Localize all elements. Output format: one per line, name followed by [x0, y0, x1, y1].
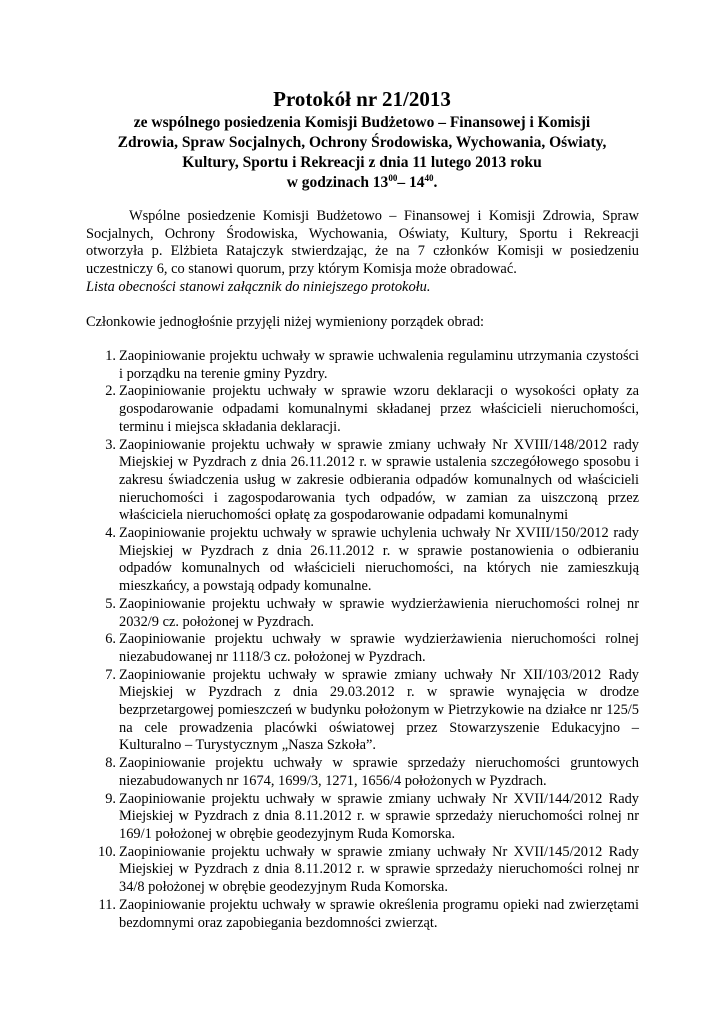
agenda-item — [86, 525, 639, 596]
time-start-minutes: 00 — [388, 172, 398, 183]
agenda-item — [86, 897, 639, 932]
time-suffix: . — [433, 174, 438, 191]
agenda-item-number: 9. — [105, 790, 116, 807]
agenda-item-text: Zaopiniowanie projektu uchwały w sprawie wzoru deklaracji o wysokości opłaty za gospodarowanie odpadami komunalnymi składanej przez właścicieli nieruchomości, terminu i miejsca składania deklaracji. — [119, 383, 639, 435]
agenda-item-text: Zaopiniowanie projektu uchwały w sprawie wydzierżawienia nieruchomości rolnej nr 2032/9 cz. położonej w Pyzdrach. — [119, 595, 639, 630]
document-subtitle — [80, 113, 644, 193]
agenda-item — [86, 437, 639, 526]
agenda-item-text: Zaopiniowanie projektu uchwały w sprawie zmiany uchwały Nr XII/103/2012 Rady Miejskiej w Pyzdrach z dnia 29.03.2012 r. w sprawie wynajęcia w drodze bezprzetargowej pomieszczeń w budynku położonym w Pietrzykowie na działce nr 125/5 na cele prowadzenia placówki oświatowej przez Stowarzyszenie Edukacyjno – Kulturalno – Turystycznym „Nasza Szkoła”. — [119, 666, 639, 754]
agenda-item-text: Zaopiniowanie projektu uchwały w sprawie zmiany uchwały Nr XVII/144/2012 Rady Miejskiej w Pyzdrach z dnia 8.11.2012 r. w sprawie sprzedaży nieruchomości rolnej nr 169/1 położonej w obrębie geodezyjnym Ruda Komorska. — [119, 790, 639, 842]
subtitle-line: Kultury, Sportu i Rekreacji z dnia 11 lutego 2013 roku — [182, 154, 542, 171]
agenda-item — [86, 791, 639, 844]
agenda-item-number: 8. — [105, 755, 116, 772]
agenda-item — [86, 631, 639, 666]
agenda-intro: Członkowie jednogłośnie przyjęli niżej wymieniony porządek obrad: — [86, 314, 485, 330]
agenda-list — [86, 348, 639, 932]
agenda-item-text: Zaopiniowanie projektu uchwały w sprawie zmiany uchwały Nr XVII/145/2012 Rady Miejskiej w Pyzdrach z dnia 8.11.2012 r. w sprawie sprzedaży nieruchomości rolnej nr 34/8 położonej w obrębie geodezyjnym Ruda Komorska. — [119, 843, 639, 896]
agenda-item-number: 5. — [105, 595, 116, 612]
agenda-item-text: Zaopiniowanie projektu uchwały w sprawie sprzedaży nieruchomości gruntowych niezabudowanych nr 1674, 1699/3, 1271, 1656/4 położonych w Pyzdrach. — [119, 755, 639, 789]
agenda-item-text: Zaopiniowanie projektu uchwały w sprawie uchwalenia regulaminu utrzymania czystości i porządku na terenie gminy Pyzdry. — [119, 348, 639, 382]
time-separator: – 14 — [397, 174, 425, 191]
agenda-item — [86, 667, 639, 756]
agenda-item-number: 11. — [98, 896, 116, 913]
opening-statement: Wspólne posiedzenie Komisji Budżetowo – Finansowej i Komisji Zdrowia, Spraw Socjalnych, Ochrony Środowiska, Wychowania, Oświaty, Kultury, Sportu i Rekreacji otworzyła p. Elżbieta Ratajczyk stwierdzając, że na 7 członków Komisji w posiedzeniu uczestniczy 6, co stanowi quorum, przy którym Komisja może obradować. — [86, 208, 639, 278]
agenda-item-number: 10. — [98, 843, 116, 860]
agenda-item-number: 1. — [105, 348, 116, 364]
attendance-note: Lista obecności stanowi załącznik do niniejszego protokołu. — [86, 278, 431, 295]
meeting-hours — [80, 173, 644, 193]
time-prefix: w godzinach 13 — [286, 174, 389, 191]
agenda-item-number: 4. — [105, 525, 116, 542]
agenda-item-number: 7. — [105, 666, 116, 683]
agenda-item — [86, 383, 639, 436]
time-end-minutes: 40 — [424, 172, 434, 183]
agenda-item — [86, 348, 639, 383]
agenda-item-text: Zaopiniowanie projektu uchwały w sprawie określenia programu opieki nad zwierzętami bezdomnymi oraz zapobiegania bezdomności zwierząt. — [119, 896, 639, 931]
subtitle-line: ze wspólnego posiedzenia Komisji Budżetowo – Finansowej i Komisji — [133, 114, 591, 131]
agenda-item-number: 6. — [105, 631, 116, 648]
agenda-item-number: 2. — [105, 383, 116, 400]
agenda-item-text: Zaopiniowanie projektu uchwały w sprawie wydzierżawienia nieruchomości rolnej niezabudowanej nr 1118/3 cz. położonej w Pyzdrach. — [119, 631, 639, 665]
agenda-item-number: 3. — [105, 436, 116, 453]
agenda-item-text: Zaopiniowanie projektu uchwały w sprawie zmiany uchwały Nr XVIII/148/2012 rady Miejskiej w Pyzdrach z dnia 26.11.2012 r. w sprawie ustalenia szczegółowego sposobu i zakresu świadczenia usług w zakresie odbierania odpadów komunalnych od właścicieli nieruchomości i zagospodarowania tych odpadów, w zamian za uiszczoną przez właściciela nieruchomości opłatę za gospodarowanie odpadami komunalnymi — [119, 436, 639, 524]
agenda-item — [86, 844, 639, 897]
agenda-item — [86, 596, 639, 631]
agenda-item — [86, 755, 639, 790]
document-title: Protokół nr 21/2013 — [273, 87, 451, 111]
agenda-item-text: Zaopiniowanie projektu uchwały w sprawie uchylenia uchwały Nr XVIII/150/2012 rady Miejskiej w Pyzdrach z dnia 26.11.2012 r. w sprawie postanowienia o odbieraniu odpadów komunalnych od właścicieli nieruchomości, na których nie zamieszkują mieszkańcy, a powstają odpady komunalne. — [119, 525, 639, 595]
intro-paragraph — [86, 208, 639, 297]
subtitle-line: Zdrowia, Spraw Socjalnych, Ochrony Środowiska, Wychowania, Oświaty, — [117, 134, 607, 151]
